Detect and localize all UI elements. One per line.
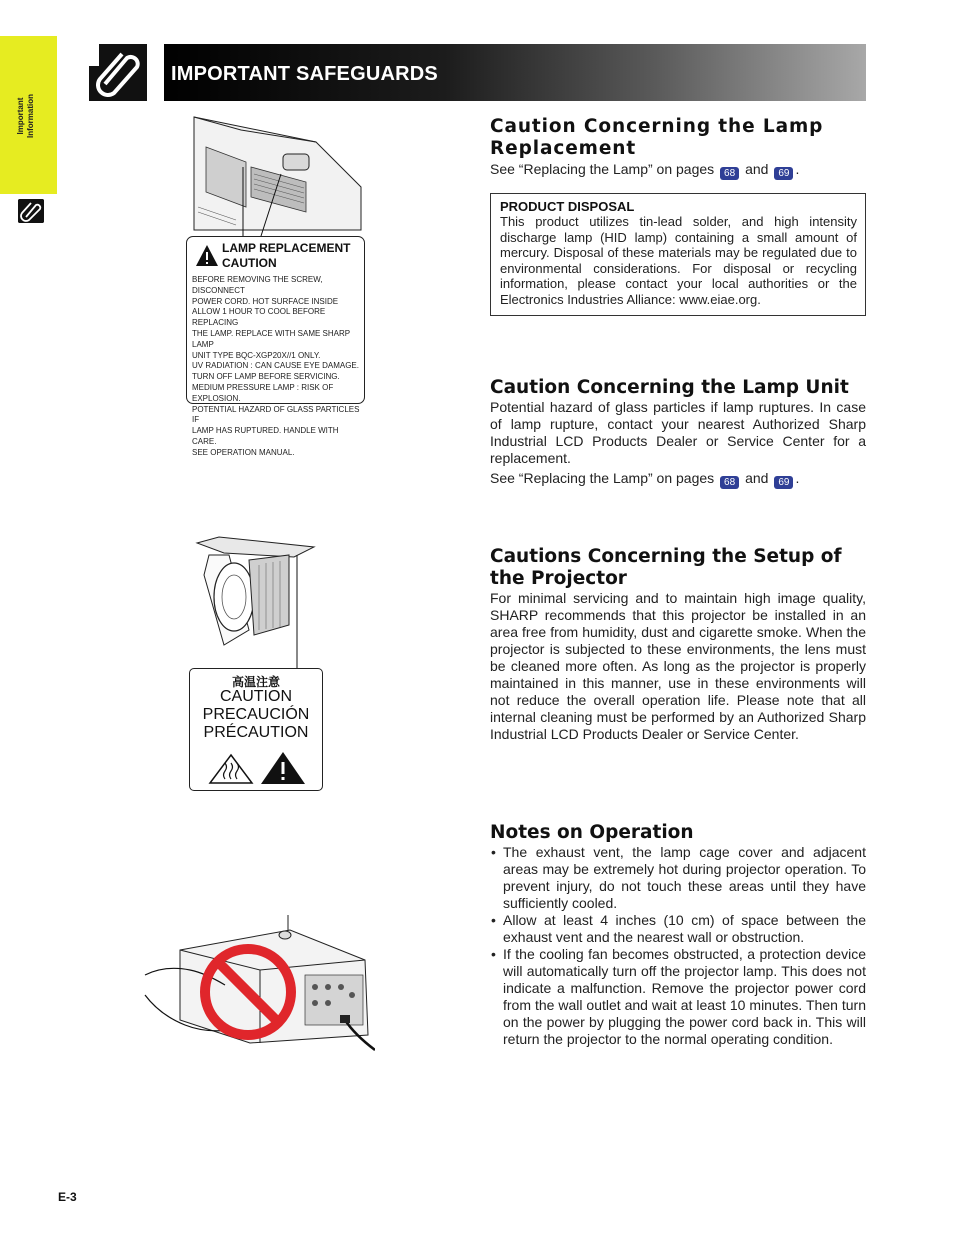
- page-reference: See “Replacing the Lamp” on pages 68 and 69 .: [490, 470, 800, 488]
- header-bar: [164, 44, 866, 101]
- list-item: • If the cooling fan becomes obstructed, a protection device will automatically turn off the projector lamp. This does not indicate a malfunction. Remove the projector power cord from the wall outlet and wait at least 10 minutes. Then turn on the power by plugging the power cord back in. This will return the projector to the normal operating condition.: [490, 946, 866, 1048]
- operation-notes-list: [490, 844, 866, 1048]
- section-notes-on-operation: [490, 822, 866, 1048]
- hot-surface-icon: [208, 753, 254, 785]
- section-body: Potential hazard of glass particles if lamp ruptures. In case of lamp rupture, contact your nearest Authorized Sharp Industrial LCD Products Dealer or Service Center for a replacement.: [490, 399, 866, 466]
- page-link-68[interactable]: 68: [720, 167, 739, 180]
- caution-text-fr: PRÉCAUTION: [203, 724, 309, 741]
- section-heading: Caution Concerning the Lamp Unit: [490, 377, 849, 398]
- lamp-unit-drawing: [194, 535, 319, 670]
- lamp-unit-illustration: [194, 535, 319, 670]
- caution-text-en: CAUTION: [220, 688, 292, 705]
- page-link-68[interactable]: 68: [720, 476, 739, 489]
- section-heading: Notes on Operation: [490, 822, 694, 843]
- lamp-replacement-caution-label: [186, 236, 365, 457]
- list-item: • The exhaust vent, the lamp cage cover and adjacent areas may be extremely hot during projector operation. To prevent injury, do not touch these areas until they have sufficiently cooled.: [490, 844, 866, 912]
- caution-cjk-text: 高温注意: [231, 675, 280, 689]
- projector-top-illustration: [186, 112, 366, 236]
- no-touch-drawing: [140, 915, 375, 1060]
- page-link-69[interactable]: 69: [774, 476, 793, 489]
- section-setup: [490, 546, 866, 743]
- paperclip-icon: [18, 199, 44, 223]
- section-body: For minimal servicing and to maintain high image quality, SHARP recommends that this projector be installed in an area free from humidity, dust and cigarette smoke. When the projector is subjected to these environments, the lens must be cleaned more often. As long as the projector is properly maintained in this manner, use in these environments will not reduce the overall operation life. Please note that all internal cleaning must be performed by an Authorized Sharp Industrial LCD Products Dealer or Service Center.: [490, 590, 866, 742]
- lamp-label-title: LAMP REPLACEMENT CAUTION: [222, 241, 351, 270]
- side-tab: [0, 36, 57, 194]
- side-tab-label: Important Information: [16, 94, 35, 138]
- page-title: IMPORTANT SAFEGUARDS: [171, 63, 438, 85]
- section-lamp-unit: [490, 377, 866, 489]
- caution-text-es: PRECAUCIÓN: [202, 706, 310, 723]
- disposal-text: This product utilizes tin-lead solder, and high intensity discharge lamp (HID lamp) containing a small amount of mercury. Disposal of these materials may be regulated due to environmental considerations. For disposal or recycling information, please contact your local authorities or the Electronics Industries Alliance: www.eiae.org.: [500, 214, 857, 307]
- list-item: • Allow at least 4 inches (10 cm) of space between the exhaust vent and the nearest wall or obstruction.: [490, 912, 866, 946]
- product-disposal-box: [490, 193, 866, 316]
- page-reference: See “Replacing the Lamp” on pages 68 and 69 .: [490, 161, 800, 179]
- paperclip-icon: [89, 44, 147, 101]
- warning-triangle-icon: [260, 751, 306, 785]
- projector-top-drawing: [186, 112, 366, 236]
- lamp-label-body: BEFORE REMOVING THE SCREW, DISCONNECT POWER CORD. HOT SURFACE INSIDE ALLOW 1 HOUR TO COOL BEFORE REPLACING THE LAMP. REPLACE WITH SAME SHARP LAMP UNIT TYPE BQC-XGP20X//1 ONLY. UV RADIATION : CAN CAUSE EYE DAMAGE. TURN OFF LAMP BEFORE SERVICING. MEDIUM PRESSURE LAMP : RISK OF EXPLOSION. POTENTIAL HAZARD OF GLASS PARTICLES IF LAMP HAS RUPTURED. HANDLE WITH CARE. SEE OPERATION MANUAL.: [192, 275, 360, 457]
- no-touch-illustration: [140, 915, 375, 1060]
- disposal-title: PRODUCT DISPOSAL: [500, 199, 635, 214]
- warning-triangle-icon: [195, 244, 219, 268]
- heat-caution-label: [189, 668, 323, 791]
- page-number: E-3: [58, 1190, 77, 1204]
- page-link-69[interactable]: 69: [774, 167, 793, 180]
- section-lamp-replacement: [490, 116, 866, 180]
- section-heading: Caution Concerning the Lamp Replacement: [490, 116, 824, 159]
- section-heading: Cautions Concerning the Setup of the Projector: [490, 546, 842, 589]
